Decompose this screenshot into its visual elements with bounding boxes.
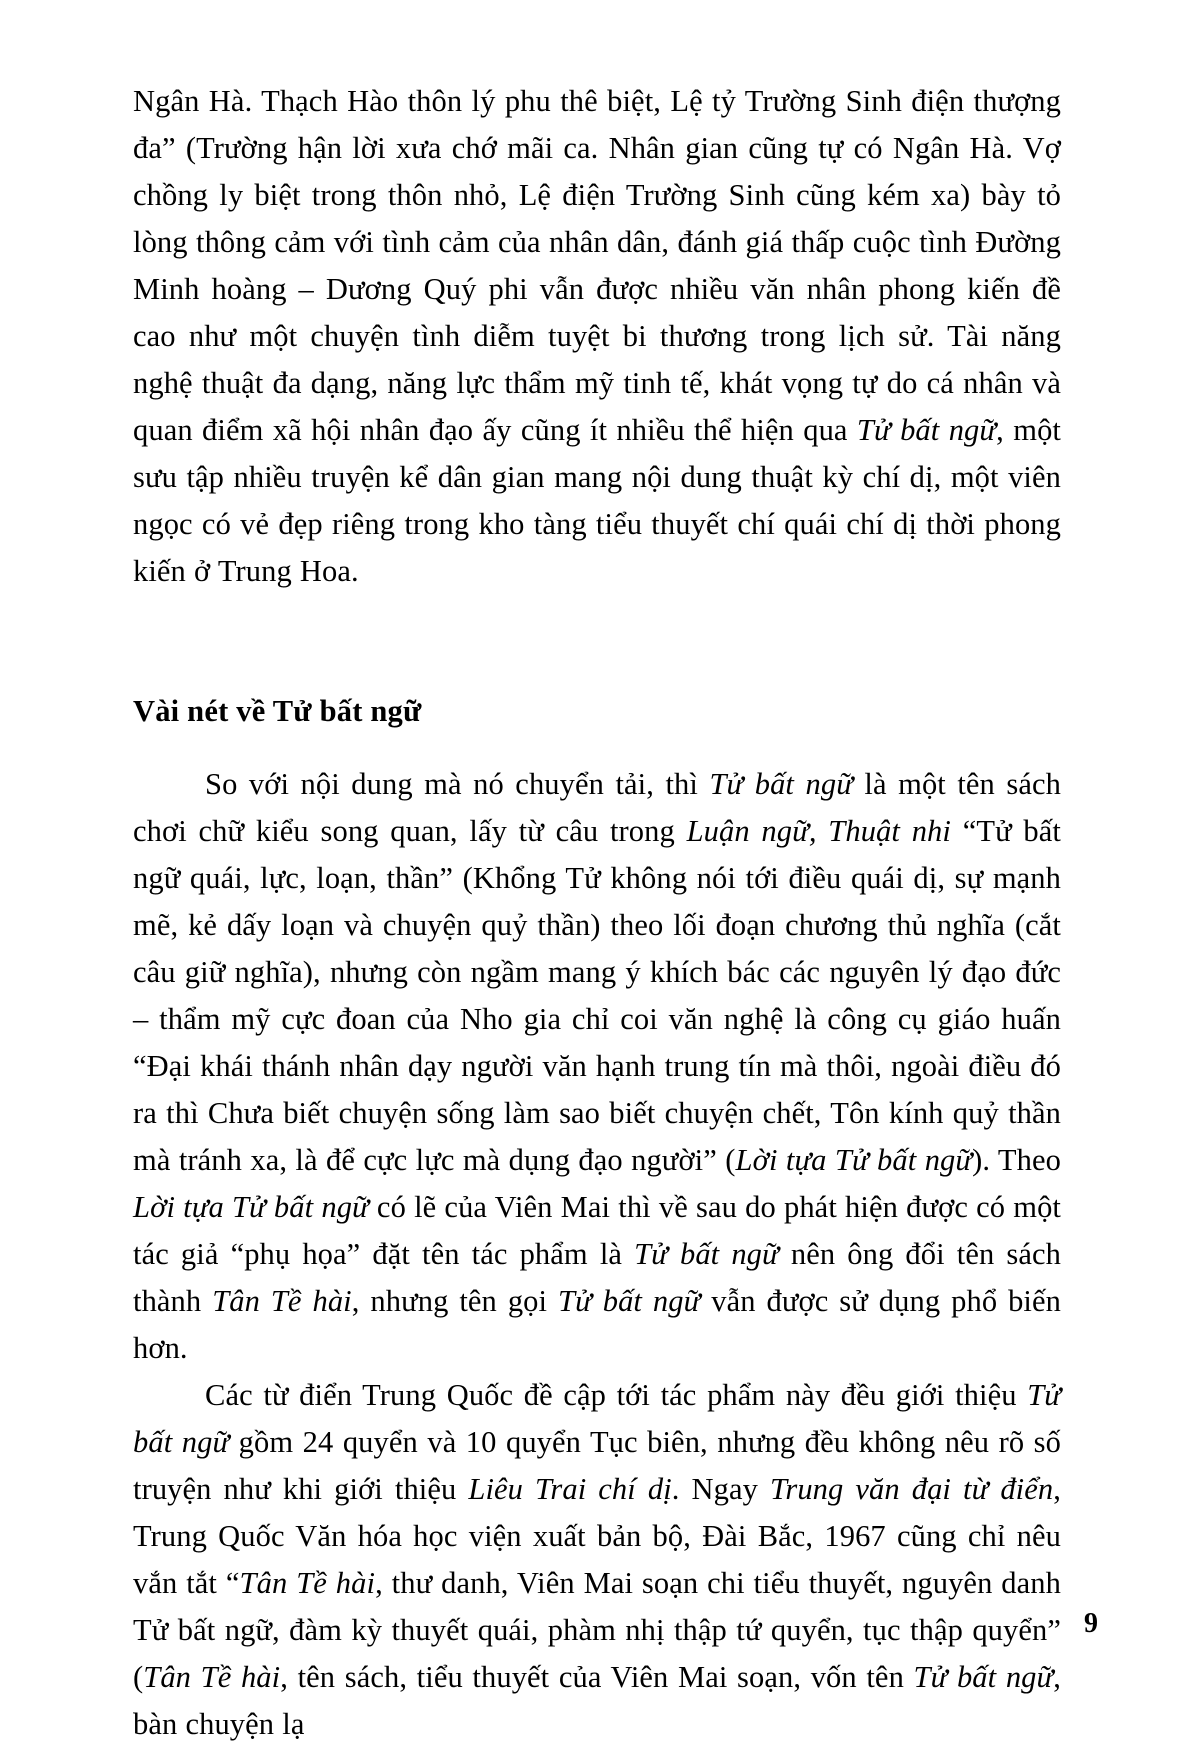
italic-title: Tử bất ngữ [558, 1284, 701, 1318]
italic-title: Trung văn đại từ điển [769, 1472, 1054, 1506]
vertical-spacer [133, 595, 1061, 691]
section-heading: Vài nét về Tử bất ngữ [133, 694, 422, 728]
italic-title: Luận ngữ, Thuật nhi [686, 814, 951, 848]
italic-title: Tân Tề hài [143, 1660, 281, 1694]
italic-title: Tân Tề hài [239, 1566, 376, 1600]
italic-title: Lời tựa Tử bất ngữ [735, 1143, 973, 1177]
italic-title: Tử bất ngữ [634, 1237, 779, 1271]
italic-title: Lời tựa Tử bất ngữ [133, 1190, 369, 1224]
italic-title: Tử bất ngữ [133, 1378, 1061, 1459]
vertical-spacer-heading [133, 731, 1061, 761]
italic-title: Tử bất ngữ [856, 413, 997, 447]
italic-title: Tân Tề hài [212, 1284, 352, 1318]
page-number: 9 [1084, 1608, 1098, 1639]
italic-title: Tử bất ngữ [913, 1660, 1054, 1694]
italic-title: Liêu Trai chí dị [468, 1472, 672, 1506]
paragraph-dictionaries: Các từ điển Trung Quốc đề cập tới tác phẩm này đều giới thiệu Tử bất ngữ gồm 24 quyển và 10 quyển Tục biên, nhưng đều không nêu rõ số truyện như khi giới thiệu Liêu Trai chí dị. Ngay Trung văn đại từ điển, Trung Quốc Văn hóa học viện xuất bản bộ, Đài Bắc, 1967 cũng chỉ nêu vắn tắt “Tân Tề hài, thư danh, Viên Mai soạn chi tiểu thuyết, nguyên danh Tử bất ngữ, đàm kỳ thuyết quái, phàm nhị thập tứ quyển, tục thập quyển” (Tân Tề hài, tên sách, tiểu thuyết của Viên Mai soạn, vốn tên Tử bất ngữ, bàn chuyện lạ [133, 1378, 1061, 1741]
paragraph-about-title: So với nội dung mà nó chuyển tải, thì Tử bất ngữ là một tên sách chơi chữ kiểu song quan, lấy từ câu trong Luận ngữ, Thuật nhi “Tử bất ngữ quái, lực, loạn, thần” (Khổng Tử không nói tới điều quái dị, sự mạnh mẽ, kẻ dấy loạn và chuyện quỷ thần) theo lối đoạn chương thủ nghĩa (cắt câu giữ nghĩa), nhưng còn ngầm mang ý khích bác các nguyên lý đạo đức – thẩm mỹ cực đoan của Nho gia chỉ coi văn nghệ là công cụ giáo huấn “Đại khái thánh nhân dạy người văn hạnh trung tín mà thôi, ngoài điều đó ra thì Chưa biết chuyện sống làm sao biết chuyện chết, Tôn kính quỷ thần mà tránh xa, là để cực lực mà dụng đạo người” (Lời tựa Tử bất ngữ). Theo Lời tựa Tử bất ngữ có lẽ của Viên Mai thì về sau do phát hiện được có một tác giả “phụ họa” đặt tên tác phẩm là Tử bất ngữ nên ông đổi tên sách thành Tân Tề hài, nhưng tên gọi Tử bất ngữ vẫn được sử dụng phổ biến hơn. [133, 767, 1062, 1365]
italic-title: Tử bất ngữ [709, 767, 853, 801]
page-content-column [133, 78, 1061, 1748]
paragraph-continued-intro: Ngân Hà. Thạch Hào thôn lý phu thê biệt, Lệ tỷ Trường Sinh điện thượng đa” (Trường hận lời xưa chớ mãi ca. Nhân gian cũng tự có Ngân Hà. Vợ chồng ly biệt trong thôn nhỏ, Lệ điện Trường Sinh cũng kém xa) bày tỏ lòng thông cảm với tình cảm của nhân dân, đánh giá thấp cuộc tình Đường Minh hoàng – Dương Quý phi vẫn được nhiều văn nhân phong kiến đề cao như một chuyện tình diễm tuyệt bi thương trong lịch sử. Tài năng nghệ thuật đa dạng, năng lực thẩm mỹ tinh tế, khát vọng tự do cá nhân và quan điểm xã hội nhân đạo ấy cũng ít nhiều thể hiện qua Tử bất ngữ, một sưu tập nhiều truyện kể dân gian mang nội dung thuật kỳ chí dị, một viên ngọc có vẻ đẹp riêng trong kho tàng tiểu thuyết chí quái chí dị thời phong kiến ở Trung Hoa. [133, 84, 1061, 588]
